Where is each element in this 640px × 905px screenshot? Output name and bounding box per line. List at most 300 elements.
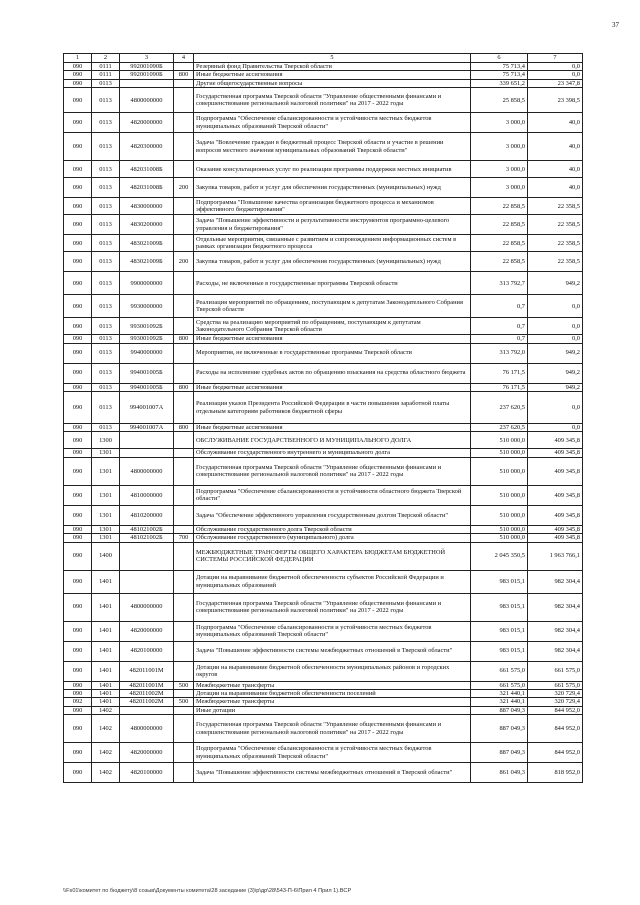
- amount-plan-cell: 22 858,5: [471, 198, 528, 215]
- amount-actual-cell: 661 575,0: [528, 661, 583, 681]
- amount-plan-cell: 76 171,5: [471, 383, 528, 391]
- admin-code-cell: 090: [64, 235, 92, 252]
- admin-code-cell: 090: [64, 534, 92, 542]
- admin-code-cell: 090: [64, 363, 92, 383]
- target-article-cell: 4820300000: [120, 133, 174, 161]
- admin-code-cell: 090: [64, 763, 92, 783]
- admin-code-cell: 090: [64, 661, 92, 681]
- admin-code-cell: 090: [64, 621, 92, 641]
- target-article-cell: 482011001М: [120, 681, 174, 689]
- target-article-cell: 993001092Б: [120, 318, 174, 335]
- target-article-cell: 483021009Б: [120, 252, 174, 272]
- column-header: 7: [528, 54, 583, 63]
- table-row: [64, 71, 583, 79]
- amount-actual-cell: 409 345,8: [528, 457, 583, 485]
- table-row: [64, 88, 583, 113]
- table-row: [64, 252, 583, 272]
- target-article-cell: 4800000000: [120, 593, 174, 621]
- expense-type-cell: [174, 593, 194, 621]
- target-article-cell: 482031008Б: [120, 178, 174, 198]
- description-cell: Государственная программа Тверской области "Управление общественными финансами и совершенствование региональной налоговой политики" на 2017 - 2022 годы: [194, 88, 471, 113]
- table-row: [64, 215, 583, 235]
- description-cell: Оказание консультационных услуг по реализации программы поддержки местных инициатив: [194, 161, 471, 178]
- admin-code-cell: 090: [64, 318, 92, 335]
- section-code-cell: 1402: [92, 743, 120, 763]
- table-row: [64, 178, 583, 198]
- section-code-cell: 1301: [92, 505, 120, 525]
- expense-type-cell: [174, 570, 194, 593]
- section-code-cell: 0111: [92, 63, 120, 71]
- table-row: [64, 457, 583, 485]
- amount-actual-cell: 40,0: [528, 161, 583, 178]
- admin-code-cell: 090: [64, 392, 92, 424]
- target-article-cell: 4810000000: [120, 485, 174, 505]
- amount-actual-cell: 844 952,0: [528, 743, 583, 763]
- admin-code-cell: 090: [64, 570, 92, 593]
- amount-plan-cell: 510 000,0: [471, 485, 528, 505]
- description-cell: Дотации на выравнивание бюджетной обеспеченности поселений: [194, 690, 471, 698]
- amount-plan-cell: 75 713,4: [471, 71, 528, 79]
- amount-plan-cell: 510 000,0: [471, 432, 528, 449]
- table-body: [64, 63, 583, 783]
- target-article-cell: 994001005Б: [120, 383, 174, 391]
- admin-code-cell: 090: [64, 63, 92, 71]
- section-code-cell: 1401: [92, 570, 120, 593]
- description-cell: Задача "Обеспечение эффективного управления государственным долгом Тверской области": [194, 505, 471, 525]
- amount-plan-cell: 510 000,0: [471, 457, 528, 485]
- expense-type-cell: 700: [174, 534, 194, 542]
- section-code-cell: 0113: [92, 252, 120, 272]
- admin-code-cell: 090: [64, 113, 92, 133]
- amount-plan-cell: 3 000,0: [471, 161, 528, 178]
- admin-code-cell: 090: [64, 198, 92, 215]
- section-code-cell: 1300: [92, 432, 120, 449]
- section-code-cell: 0113: [92, 113, 120, 133]
- target-article-cell: 992001090Б: [120, 71, 174, 79]
- table-row: [64, 392, 583, 424]
- amount-plan-cell: 3 000,0: [471, 133, 528, 161]
- expense-type-cell: [174, 505, 194, 525]
- table-row: [64, 715, 583, 743]
- section-code-cell: 1301: [92, 525, 120, 533]
- amount-actual-cell: 409 345,8: [528, 505, 583, 525]
- section-code-cell: 1301: [92, 457, 120, 485]
- section-code-cell: 1400: [92, 542, 120, 570]
- description-cell: Реализация указов Президента Российской Федерации в части повышения заработной платы отдельным категориям работников бюджетной сферы: [194, 392, 471, 424]
- expense-type-cell: [174, 457, 194, 485]
- description-cell: Задача "Повышение эффективности и результативности инструментов программно-целевого управления и бюджетирования": [194, 215, 471, 235]
- table-row: [64, 363, 583, 383]
- amount-plan-cell: 237 620,5: [471, 424, 528, 432]
- admin-code-cell: 090: [64, 743, 92, 763]
- table-row: [64, 113, 583, 133]
- expense-type-cell: [174, 621, 194, 641]
- amount-plan-cell: 983 015,1: [471, 570, 528, 593]
- section-code-cell: 0113: [92, 161, 120, 178]
- amount-actual-cell: 409 345,8: [528, 525, 583, 533]
- amount-actual-cell: 0,0: [528, 424, 583, 432]
- expense-type-cell: [174, 715, 194, 743]
- table-header-row: [64, 54, 583, 63]
- expense-type-cell: [174, 343, 194, 363]
- section-code-cell: 1301: [92, 449, 120, 457]
- amount-plan-cell: 25 858,5: [471, 88, 528, 113]
- table-row: [64, 235, 583, 252]
- table-row: [64, 534, 583, 542]
- target-article-cell: 4800000000: [120, 715, 174, 743]
- table-row: [64, 706, 583, 714]
- amount-plan-cell: 887 049,3: [471, 743, 528, 763]
- description-cell: Подпрограмма "Обеспечение сбалансированности и устойчивости областного бюджета Тверской области": [194, 485, 471, 505]
- amount-actual-cell: 409 345,8: [528, 432, 583, 449]
- admin-code-cell: 090: [64, 133, 92, 161]
- expense-type-cell: [174, 363, 194, 383]
- description-cell: Отдельные мероприятия, связанные с развитием и сопровождением информационных систем в рамках организации бюджетного процесса: [194, 235, 471, 252]
- expense-type-cell: [174, 318, 194, 335]
- expense-type-cell: [174, 198, 194, 215]
- amount-actual-cell: 40,0: [528, 113, 583, 133]
- expense-type-cell: 500: [174, 698, 194, 706]
- amount-plan-cell: 510 000,0: [471, 534, 528, 542]
- target-article-cell: 994001007А: [120, 392, 174, 424]
- footer-file-path: \\Fs01\комитет по бюджету\8 созыв\Документы комитета\28 заседание (3)\р\др\28\543-П-6\Прил 4 Прил 1).BCP: [63, 888, 352, 894]
- amount-actual-cell: 22 358,5: [528, 252, 583, 272]
- section-code-cell: 1401: [92, 698, 120, 706]
- amount-actual-cell: 661 575,0: [528, 681, 583, 689]
- table-row: [64, 133, 583, 161]
- description-cell: Обслуживание государственного внутреннего и муниципального долга: [194, 449, 471, 457]
- amount-plan-cell: 313 792,7: [471, 272, 528, 295]
- table-row: [64, 661, 583, 681]
- admin-code-cell: 090: [64, 525, 92, 533]
- description-cell: Государственная программа Тверской области "Управление общественными финансами и совершенствование региональной налоговой политики" на 2017 - 2022 годы: [194, 457, 471, 485]
- expense-type-cell: [174, 215, 194, 235]
- expense-type-cell: 800: [174, 335, 194, 343]
- section-code-cell: 0113: [92, 424, 120, 432]
- expense-type-cell: [174, 449, 194, 457]
- description-cell: Обслуживание государственного (муниципального) долга: [194, 534, 471, 542]
- expense-type-cell: [174, 542, 194, 570]
- amount-actual-cell: 0,0: [528, 63, 583, 71]
- description-cell: Расходы на исполнение судебных актов по обращению взыскания на средства областного бюджета: [194, 363, 471, 383]
- description-cell: Мероприятия, не включенные в государственные программы Тверской области: [194, 343, 471, 363]
- table-row: [64, 681, 583, 689]
- amount-plan-cell: 22 858,5: [471, 215, 528, 235]
- amount-actual-cell: 818 952,0: [528, 763, 583, 783]
- description-cell: Иные бюджетные ассигнования: [194, 424, 471, 432]
- amount-actual-cell: 1 963 766,1: [528, 542, 583, 570]
- admin-code-cell: 090: [64, 424, 92, 432]
- amount-actual-cell: 982 304,4: [528, 641, 583, 661]
- column-header: 3: [120, 54, 174, 63]
- table-row: [64, 198, 583, 215]
- amount-plan-cell: 661 575,0: [471, 661, 528, 681]
- amount-plan-cell: 983 015,1: [471, 641, 528, 661]
- target-article-cell: 992001090Б: [120, 63, 174, 71]
- admin-code-cell: 090: [64, 88, 92, 113]
- target-article-cell: 9930000000: [120, 295, 174, 318]
- amount-plan-cell: 76 171,5: [471, 363, 528, 383]
- description-cell: Межбюджетные трансферты: [194, 698, 471, 706]
- target-article-cell: 482011002М: [120, 698, 174, 706]
- admin-code-cell: 090: [64, 690, 92, 698]
- column-header: 4: [174, 54, 194, 63]
- description-cell: Расходы, не включенные в государственные программы Тверской области: [194, 272, 471, 295]
- section-code-cell: 1402: [92, 763, 120, 783]
- admin-code-cell: 090: [64, 681, 92, 689]
- amount-plan-cell: 2 045 350,5: [471, 542, 528, 570]
- column-header: 5: [194, 54, 471, 63]
- amount-plan-cell: 22 858,5: [471, 235, 528, 252]
- description-cell: Задача "Повышение эффективности системы межбюджетных отношений в Тверской области": [194, 763, 471, 783]
- section-code-cell: 0113: [92, 88, 120, 113]
- amount-actual-cell: 982 304,4: [528, 570, 583, 593]
- section-code-cell: 0113: [92, 318, 120, 335]
- description-cell: Задача "Повышение эффективности системы межбюджетных отношений в Тверской области": [194, 641, 471, 661]
- section-code-cell: 0113: [92, 215, 120, 235]
- target-article-cell: 4830000000: [120, 198, 174, 215]
- section-code-cell: 1401: [92, 593, 120, 621]
- table-row: [64, 449, 583, 457]
- amount-actual-cell: 40,0: [528, 133, 583, 161]
- admin-code-cell: 090: [64, 295, 92, 318]
- amount-actual-cell: 0,0: [528, 295, 583, 318]
- expense-type-cell: [174, 63, 194, 71]
- target-article-cell: 4820000000: [120, 113, 174, 133]
- admin-code-cell: 090: [64, 343, 92, 363]
- table-row: [64, 690, 583, 698]
- amount-actual-cell: 320 729,4: [528, 690, 583, 698]
- amount-actual-cell: 320 729,4: [528, 698, 583, 706]
- amount-actual-cell: 22 358,5: [528, 215, 583, 235]
- amount-actual-cell: 409 345,8: [528, 534, 583, 542]
- section-code-cell: 1301: [92, 485, 120, 505]
- target-article-cell: 4820100000: [120, 763, 174, 783]
- amount-plan-cell: 661 575,0: [471, 681, 528, 689]
- section-code-cell: 0113: [92, 235, 120, 252]
- section-code-cell: 0113: [92, 343, 120, 363]
- table-row: [64, 335, 583, 343]
- target-article-cell: [120, 706, 174, 714]
- admin-code-cell: 090: [64, 252, 92, 272]
- table-row: [64, 295, 583, 318]
- table-row: [64, 79, 583, 87]
- target-article-cell: 4830200000: [120, 215, 174, 235]
- amount-actual-cell: 409 345,8: [528, 485, 583, 505]
- expense-type-cell: [174, 743, 194, 763]
- amount-actual-cell: 949,2: [528, 343, 583, 363]
- amount-plan-cell: 0,7: [471, 335, 528, 343]
- table-row: [64, 505, 583, 525]
- description-cell: Государственная программа Тверской области "Управление общественными финансами и совершенствование региональной налоговой политики" на 2017 - 2022 годы: [194, 715, 471, 743]
- section-code-cell: 0113: [92, 198, 120, 215]
- admin-code-cell: 090: [64, 215, 92, 235]
- description-cell: Дотации на выравнивание бюджетной обеспеченности муниципальных районов и городских округов: [194, 661, 471, 681]
- amount-actual-cell: 844 952,0: [528, 715, 583, 743]
- admin-code-cell: 090: [64, 457, 92, 485]
- description-cell: Подпрограмма "Обеспечение сбалансированности и устойчивости местных бюджетов муниципальных образований Тверской области": [194, 621, 471, 641]
- target-article-cell: 994001007А: [120, 424, 174, 432]
- column-header: 2: [92, 54, 120, 63]
- section-code-cell: 1401: [92, 681, 120, 689]
- amount-actual-cell: 982 304,4: [528, 621, 583, 641]
- target-article-cell: 483021009Б: [120, 235, 174, 252]
- description-cell: Подпрограмма "Обеспечение сбалансированности и устойчивости местных бюджетов муниципальных образований Тверской области": [194, 113, 471, 133]
- admin-code-cell: 090: [64, 178, 92, 198]
- amount-actual-cell: 0,0: [528, 318, 583, 335]
- table-row: [64, 525, 583, 533]
- amount-actual-cell: 0,0: [528, 71, 583, 79]
- target-article-cell: 9940000000: [120, 343, 174, 363]
- table-row: [64, 318, 583, 335]
- amount-plan-cell: 321 440,1: [471, 698, 528, 706]
- table-row: [64, 641, 583, 661]
- expense-type-cell: [174, 88, 194, 113]
- description-cell: Иные дотации: [194, 706, 471, 714]
- section-code-cell: 0113: [92, 133, 120, 161]
- expense-type-cell: [174, 690, 194, 698]
- target-article-cell: 4820100000: [120, 641, 174, 661]
- table-row: [64, 542, 583, 570]
- table-row: [64, 485, 583, 505]
- column-header: 1: [64, 54, 92, 63]
- amount-plan-cell: 0,7: [471, 318, 528, 335]
- admin-code-cell: 090: [64, 542, 92, 570]
- section-code-cell: 1401: [92, 641, 120, 661]
- expense-type-cell: [174, 272, 194, 295]
- section-code-cell: 1402: [92, 706, 120, 714]
- description-cell: Иные бюджетные ассигнования: [194, 383, 471, 391]
- target-article-cell: 993001092Б: [120, 335, 174, 343]
- expense-type-cell: [174, 392, 194, 424]
- expense-type-cell: [174, 113, 194, 133]
- table-row: [64, 424, 583, 432]
- expense-type-cell: [174, 763, 194, 783]
- admin-code-cell: 090: [64, 505, 92, 525]
- amount-actual-cell: 949,2: [528, 272, 583, 295]
- section-code-cell: 0113: [92, 295, 120, 318]
- budget-table: [63, 53, 583, 783]
- target-article-cell: 4800000000: [120, 88, 174, 113]
- amount-plan-cell: 0,7: [471, 295, 528, 318]
- admin-code-cell: 090: [64, 432, 92, 449]
- amount-actual-cell: 982 304,4: [528, 593, 583, 621]
- target-article-cell: 4800000000: [120, 457, 174, 485]
- admin-code-cell: 090: [64, 641, 92, 661]
- description-cell: Закупка товаров, работ и услуг для обеспечения государственных (муниципальных) нужд: [194, 178, 471, 198]
- target-article-cell: [120, 542, 174, 570]
- amount-actual-cell: 23 347,8: [528, 79, 583, 87]
- expense-type-cell: 800: [174, 383, 194, 391]
- table-row: [64, 343, 583, 363]
- target-article-cell: 4820000000: [120, 743, 174, 763]
- expense-type-cell: [174, 79, 194, 87]
- page-number: 37: [612, 21, 619, 29]
- section-code-cell: 1401: [92, 661, 120, 681]
- amount-actual-cell: 0,0: [528, 392, 583, 424]
- table-row: [64, 432, 583, 449]
- table-row: [64, 621, 583, 641]
- target-article-cell: [120, 79, 174, 87]
- description-cell: Иные бюджетные ассигнования: [194, 71, 471, 79]
- amount-plan-cell: 510 000,0: [471, 525, 528, 533]
- admin-code-cell: 090: [64, 79, 92, 87]
- amount-plan-cell: 321 440,1: [471, 690, 528, 698]
- amount-actual-cell: 0,0: [528, 335, 583, 343]
- table-row: [64, 383, 583, 391]
- table-row: [64, 743, 583, 763]
- amount-plan-cell: 983 015,1: [471, 593, 528, 621]
- column-header: 6: [471, 54, 528, 63]
- expense-type-cell: [174, 641, 194, 661]
- admin-code-cell: 090: [64, 335, 92, 343]
- admin-code-cell: 090: [64, 715, 92, 743]
- expense-type-cell: [174, 161, 194, 178]
- description-cell: Обслуживание государственного долга Тверской области: [194, 525, 471, 533]
- amount-plan-cell: 3 000,0: [471, 113, 528, 133]
- section-code-cell: 0113: [92, 363, 120, 383]
- target-article-cell: [120, 432, 174, 449]
- expense-type-cell: [174, 133, 194, 161]
- expense-type-cell: [174, 661, 194, 681]
- target-article-cell: 482011002М: [120, 690, 174, 698]
- amount-actual-cell: 844 952,0: [528, 706, 583, 714]
- amount-actual-cell: 23 398,5: [528, 88, 583, 113]
- section-code-cell: 0113: [92, 383, 120, 391]
- admin-code-cell: 090: [64, 71, 92, 79]
- description-cell: Другие общегосударственные вопросы: [194, 79, 471, 87]
- description-cell: Средства на реализацию мероприятий по обращениям, поступающим к депутатам Законодательного Собрания Тверской области: [194, 318, 471, 335]
- amount-plan-cell: 861 049,3: [471, 763, 528, 783]
- description-cell: Подпрограмма "Повышение качества организации бюджетного процесса и механизмов эффективного бюджетирования": [194, 198, 471, 215]
- description-cell: Иные бюджетные ассигнования: [194, 335, 471, 343]
- target-article-cell: [120, 570, 174, 593]
- expense-type-cell: 800: [174, 424, 194, 432]
- amount-plan-cell: 887 049,3: [471, 715, 528, 743]
- amount-actual-cell: 949,2: [528, 383, 583, 391]
- target-article-cell: 4810200000: [120, 505, 174, 525]
- table-row: [64, 593, 583, 621]
- expense-type-cell: 200: [174, 252, 194, 272]
- description-cell: Подпрограмма "Обеспечение сбалансированности и устойчивости местных бюджетов муниципальных образований Тверской области": [194, 743, 471, 763]
- section-code-cell: 0111: [92, 71, 120, 79]
- table-row: [64, 161, 583, 178]
- target-article-cell: 4820000000: [120, 621, 174, 641]
- description-cell: Государственная программа Тверской области "Управление общественными финансами и совершенствование региональной налоговой политики" на 2017 - 2022 годы: [194, 593, 471, 621]
- target-article-cell: 994001005Б: [120, 363, 174, 383]
- admin-code-cell: 090: [64, 485, 92, 505]
- expense-type-cell: 200: [174, 178, 194, 198]
- amount-plan-cell: 510 000,0: [471, 505, 528, 525]
- description-cell: Задача "Вовлечение граждан в бюджетный процесс Тверской области и участие в решении вопросов местного значения муниципальных образований Тверской области": [194, 133, 471, 161]
- admin-code-cell: 092: [64, 698, 92, 706]
- section-code-cell: 0113: [92, 335, 120, 343]
- expense-type-cell: 500: [174, 681, 194, 689]
- section-code-cell: 1401: [92, 690, 120, 698]
- amount-plan-cell: 339 651,2: [471, 79, 528, 87]
- target-article-cell: [120, 449, 174, 457]
- expense-type-cell: [174, 525, 194, 533]
- section-code-cell: 1401: [92, 621, 120, 641]
- amount-plan-cell: 510 000,0: [471, 449, 528, 457]
- table-row: [64, 272, 583, 295]
- description-cell: МЕЖБЮДЖЕТНЫЕ ТРАНСФЕРТЫ ОБЩЕГО ХАРАКТЕРА БЮДЖЕТАМ БЮДЖЕТНОЙ СИСТЕМЫ РОССИЙСКОЙ ФЕДЕРАЦИИ: [194, 542, 471, 570]
- section-code-cell: 0113: [92, 79, 120, 87]
- admin-code-cell: 090: [64, 161, 92, 178]
- section-code-cell: 0113: [92, 392, 120, 424]
- amount-plan-cell: 313 792,0: [471, 343, 528, 363]
- amount-plan-cell: 887 049,3: [471, 706, 528, 714]
